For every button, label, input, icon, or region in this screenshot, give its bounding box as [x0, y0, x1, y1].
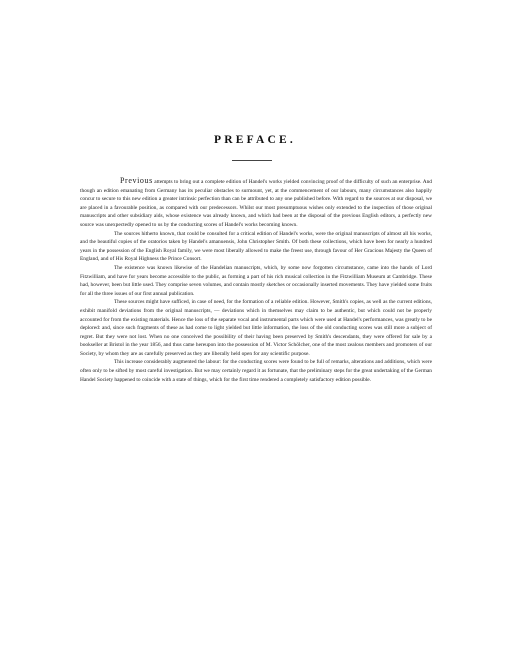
- paragraph-2: The sources hitherto known, that could be consulted for a critical edition of Handel's works, were the original manuscripts of almost all his works, and the beautiful copies of the oratorios taken by Handel's amanuensis, John Christopher Smith. Of both these collections, which have been for nearly a hundred years in the possession of the English Royal family, we were most liberally allowed to make the freest use, through favour of Her Gracious Majesty the Queen of England, and of His Royal Highness the Prince Consort.: [80, 230, 432, 263]
- page-title: PREFACE.: [214, 134, 296, 146]
- paragraph-1-text: attempts to bring out a complete edition of Handel's works yielded convincing proof of the difficulty of such an enterprise. And though an edition emanating from Germany has its peculiar obstacles to surmount, yet, at the commencement of our labours, many circumstances also happily concur to secure to this new edition a greater intrinsic perfection than can be attributed to any one published before. With regard to the sources at our disposal, we are placed in a favourable position, as compared with our predecessors. Whilst our most presumptuous wishes only extended to the inspection of those original manuscripts and other subsidiary aids, whose existence was already known, and which had been at the disposal of the previous English editors, a perfectly new source was unexpectedly opened to us by the conducting scores of Handel's works becoming known.: [80, 179, 432, 228]
- title-divider: [232, 160, 272, 161]
- paragraph-5: This increase considerably augmented the labour: for the conducting scores were found to be full of remarks, alterations and additions, which were often only to be sifted by most careful investigation. But we may certainly regard it as fortunate, that the preliminary steps for the great undertaking of the German Handel Society happened to coincide with a state of things, which for the first time rendered a completely satisfactory edition possible.: [80, 359, 432, 383]
- paragraph-3: The existence was known likewise of the Handelian manuscripts, which, by some now forgotten circumstance, came into the hands of Lord Fitzwilliam, and have for years become accessible to the public, as forming a part of his rich musical collection in the Fitzwilliam Museum at Cambridge. These had, however, been but little used. They comprise seven volumes, and contain mostly sketches or occasionally inserted movements. They have yielded some fruits for all the three issues of our first annual publication.: [80, 264, 432, 297]
- preface-body: [80, 177, 432, 384]
- paragraph-1-lead-word: Previous: [120, 176, 153, 185]
- paragraph-4: These sources might have sufficed, in case of need, for the formation of a reliable edition. However, Smith's copies, as well as the current editions, exhibit manifold deviations from the original manuscripts, — deviations which in themselves may claim to be authentic, but which could not be properly accounted for from the existing materials. Hence the loss of the separate vocal and instrumental parts which were used at Handel's performances, was greatly to be deplored: and, since such fragments of these as had come to light yielded but little information, the loss of the old conducting scores was still more a subject of regret. But they were not lost. When no one conceived the possibility of their having been preserved by Smith's descendants, they were offered for sale by a bookseller at Bristol in the year 1856, and thus came hereupon into the possession of M. Victor Schölcher, one of the most zealous members and promoters of our Society, by whom they are as carefully preserved as they are liberally held open for any scientific purpose.: [80, 299, 432, 357]
- paragraph-1: [80, 177, 432, 230]
